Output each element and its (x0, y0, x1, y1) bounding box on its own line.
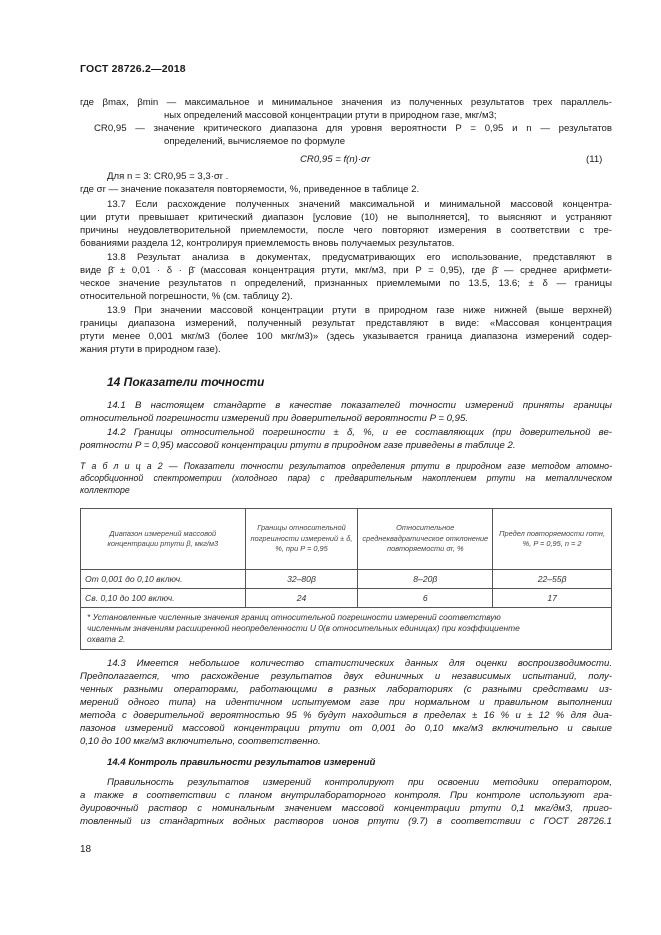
where-line-3: CR0,95 — значение критического диапазона для уровня вероятности P = 0,95 и n — результатов (94, 123, 612, 134)
table-cell: Св. 0,10 до 100 включ. (81, 589, 246, 608)
formula-number: (11) (586, 154, 603, 165)
header-repeatability-limit: Предел повторяемости rотн, %, P = 0,95, n = 2 (493, 509, 612, 570)
table-note-line-2: численным значениям расширенной неопределенности U 0(в относительных единицах) при коэффициенте (87, 623, 520, 633)
p13-8-line-1: 13.8 Результат анализа в документах, предусматривающих его использование, представляют в (107, 252, 612, 263)
header-repeatability-sd: Относительное среднеквадратическое отклонение повторяемости σr, % (358, 509, 493, 570)
p14-3-line-7: 0,10 до 100 мкг/м3 включительно, соответственно. (80, 736, 321, 747)
page-number: 18 (80, 844, 92, 855)
table-note (81, 608, 612, 650)
p14-1-line-1: 14.1 В настоящем стандарте в качестве показателей точности измерений приняты границы (107, 400, 612, 411)
p14-3-line-4: мерений одного типа) на идентичном испытуемом газе при нормальном и правильном выполнении (80, 697, 612, 708)
table-cell: 32–80β (245, 570, 358, 589)
table-cell: 24 (245, 589, 358, 608)
p14-3-line-1: 14.3 Имеется небольшое количество статистических данных для оценки воспроизводимости. (107, 658, 612, 669)
table-note-line-1: * Установленные численные значения границ относительной погрешности измерений соответствую (87, 612, 501, 622)
table-caption-line-1: Т а б л и ц а 2 — Показатели точности результатов определения ртути в природном газе методом атомно- (80, 461, 612, 471)
table-row (81, 589, 612, 608)
p14-2-line-2: роятности P = 0,95) массовой концентрации ртути в природном газе приведены в таблице 2. (80, 440, 516, 451)
p14-4-line-2: а также в соответствии с планом внутрилабораторного контроля. При контроле используют гра- (80, 790, 612, 801)
n3-line: Для n = 3: CR0,95 = 3,3·σr . (107, 171, 229, 182)
p13-8-line-3: ческое значение результатов n определений, признанных приемлемыми по 13.5, 13.6; ± δ — границы (80, 278, 612, 289)
table-cell: 17 (493, 589, 612, 608)
p14-3-line-6: пазонов измерений массовой концентрации ртути от 0,001 до 0,10 мкг/м3 включительно и свыше (80, 723, 612, 734)
p13-9-line-2: границы диапазона измерений, полученный результат представляют в виде: «Массовая концентрация (80, 318, 612, 329)
table-cell: 6 (358, 589, 493, 608)
header-error-bounds: Границы относительной погрешности измерений ± δ, %, при P = 0,95 (245, 509, 358, 570)
header-measurement-range: Диапазон измерений массовой концентрации ртути β, мкг/м3 (81, 509, 246, 570)
p13-8-line-4: относительной погрешности, % (см. таблицу 2). (80, 291, 293, 302)
table-header-row (81, 509, 612, 570)
p14-4-line-3: дуировочный раствор с номинальным значением массовой концентрации ртути 0,1 мкг/дм3, приго- (80, 803, 612, 814)
p14-3-line-5: метода с доверительной вероятностью 95 % будут находиться в пределах ± 16 % и ± 12 % для диа- (80, 710, 612, 721)
p13-8-line-2: виде β̄ ± 0,01 · δ · β̄ (массовая концентрация ртути, мкг/м3, при P = 0,95), где β̄ — среднее арифмети- (80, 265, 612, 276)
sigma-line: где σr — значение показателя повторяемости, %, приведенное в таблице 2. (80, 184, 420, 195)
where-line-4: определений, вычисляемое по формуле (164, 136, 346, 147)
p14-4-line-1: Правильность результатов измерений контролируют при освоении методики оператором, (107, 777, 612, 788)
table-cell: 22–55β (493, 570, 612, 589)
p14-3-line-2: Предполагается, что расхождение результатов двух единичных и независимых испытаний, полу- (80, 671, 612, 682)
p13-9-line-3: ртути менее 0,001 мкг/м3 (более 100 мкг/м3)» (здесь указывается граница диапазона измерений содер- (80, 331, 612, 342)
where-line-2: ных определений массовой концентрации ртути в природном газе, мкг/м3; (164, 110, 497, 121)
table-note-line-3: охвата 2. (87, 634, 126, 644)
table-cell: От 0,001 до 0,10 включ. (81, 570, 246, 589)
p14-2-line-1: 14.2 Границы относительной погрешности ± δ, %, и ее составляющих (при доверительной ве- (107, 427, 612, 438)
accuracy-table (80, 508, 612, 650)
table-caption-line-2: абсорбционной спектрометрии (холодного пара) с предварительным накоплением ртути на металлическом (80, 473, 612, 483)
p13-7-line-4: бованиями раздела 12, контролируя приемлемость вновь получаемых результатов. (80, 238, 455, 249)
table-cell: 8–20β (358, 570, 493, 589)
p14-4-line-4: товленный из стандартных водных растворов ионов ртути (9.7) в соответствии с ГОСТ 28726.1 (80, 816, 612, 827)
document-header: ГОСТ 28726.2—2018 (80, 63, 186, 75)
p13-9-line-1: 13.9 При значении массовой концентрации ртути в природном газе ниже нижней (выше верхней) (107, 305, 612, 316)
section-14-title: 14 Показатели точности (107, 375, 265, 389)
p13-7-line-1: 13.7 Если расхождение полученных значений максимальной и минимальной массовой концентра- (107, 199, 612, 210)
table-row (81, 570, 612, 589)
p13-7-line-2: ции ртути превышает критический диапазон [условие (10) не выполняется], то выясняют и устраняют (80, 212, 612, 223)
p14-3-line-3: ченных разными операторами, работающими в разных лабораториях (с разными средствами из- (80, 684, 612, 695)
section-14-4-title: 14.4 Контроль правильности результатов измерений (107, 757, 376, 768)
p13-7-line-3: причины неудовлетворительной приемлемости, после чего повторяют измерения в соответствии с тре- (80, 225, 612, 236)
table-caption-line-3: коллекторе (80, 485, 130, 495)
table-note-row (81, 608, 612, 650)
where-line-1: где βmax, βmin — максимальное и минимальное значения из полученных результатов трех параллель- (80, 97, 612, 108)
formula-11: CR0,95 = f(n)·σr (300, 154, 371, 165)
p14-1-line-2: относительной погрешности измерений при доверительной вероятности P = 0,95. (80, 413, 468, 424)
p13-9-line-4: жания ртути в природном газе). (80, 344, 221, 355)
